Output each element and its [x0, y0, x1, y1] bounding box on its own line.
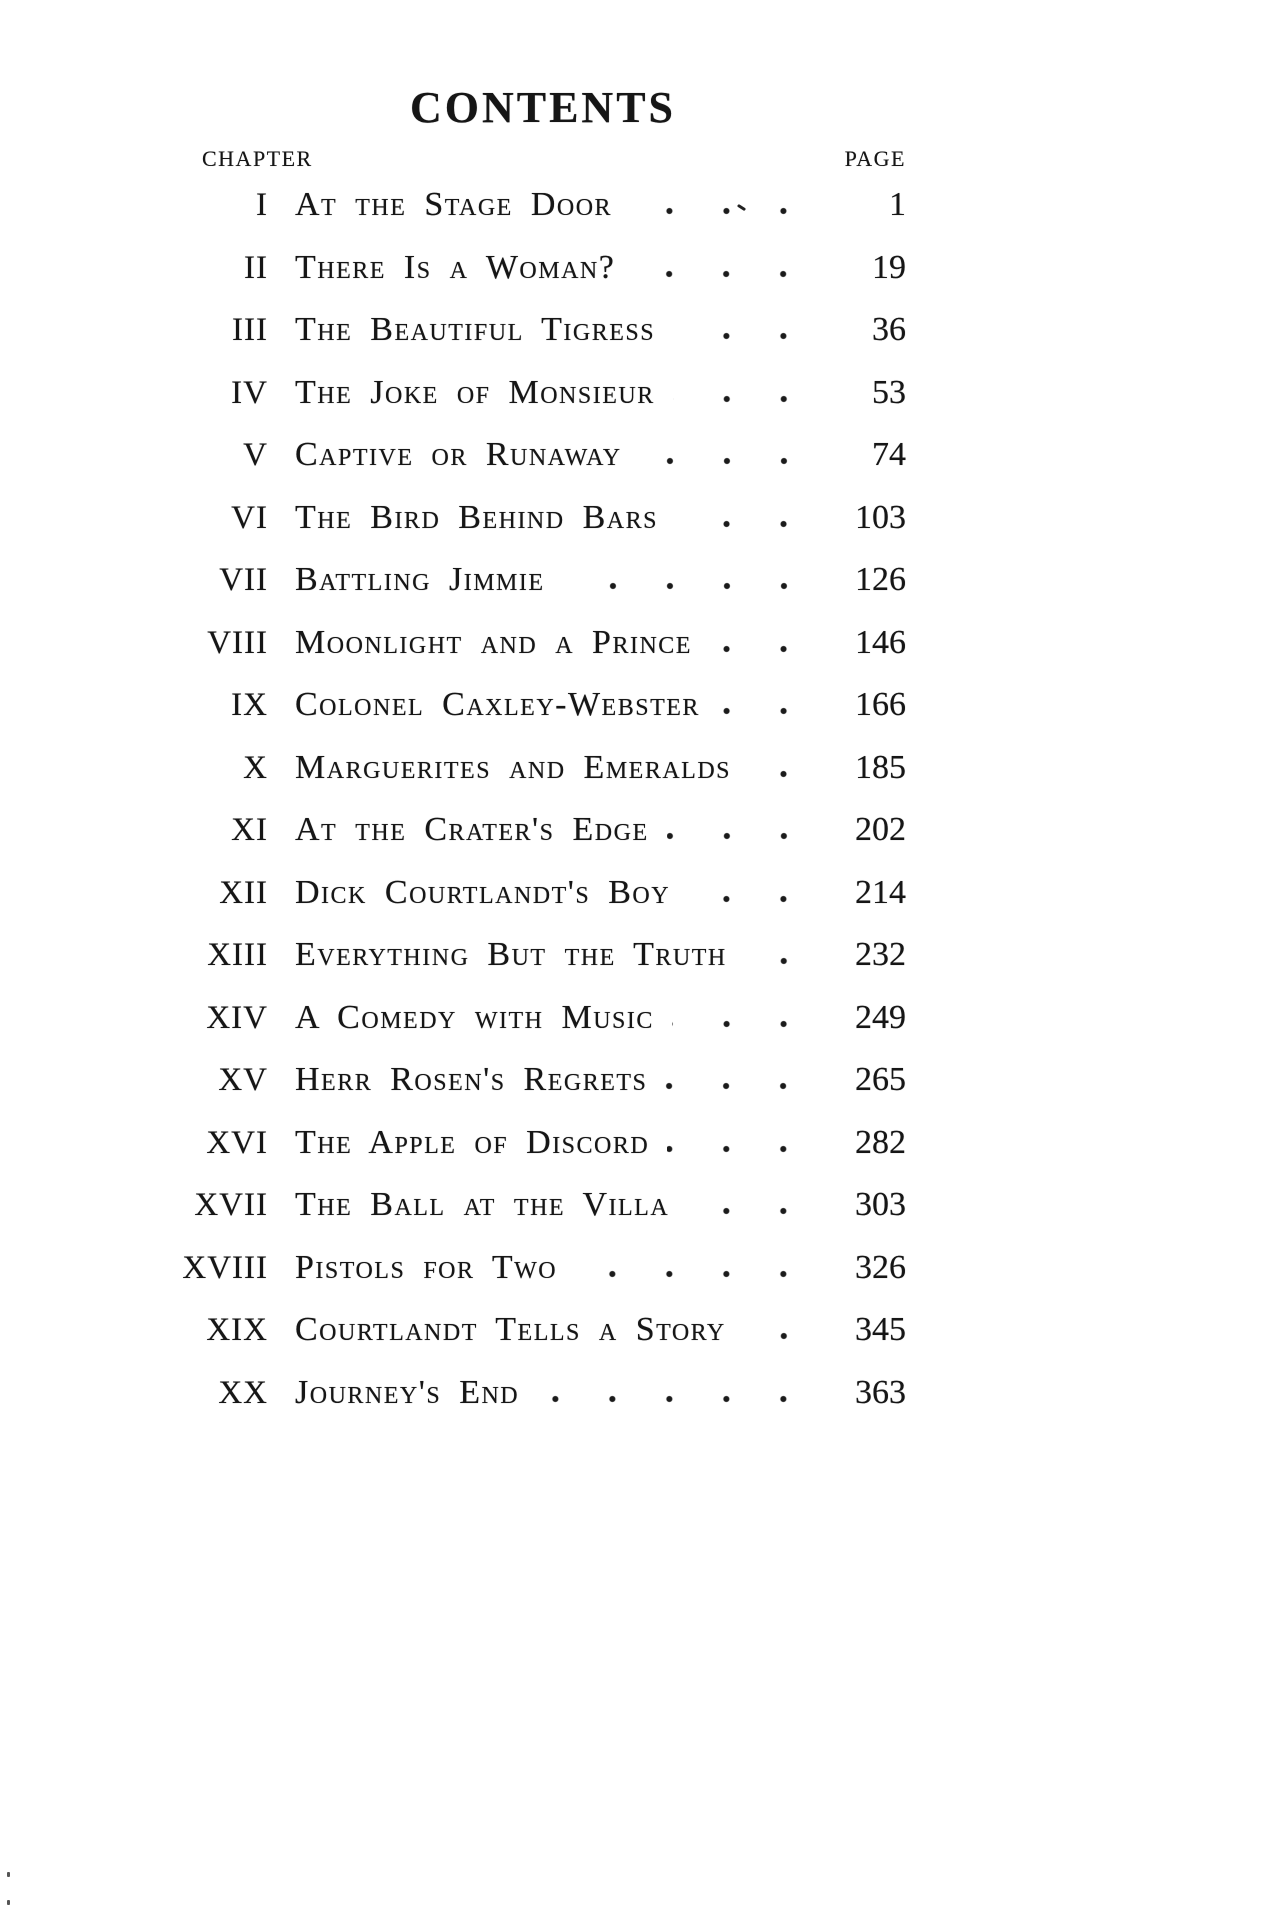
page-number: 214 [855, 873, 906, 911]
chapter-numeral: XII [219, 874, 268, 911]
page-number: 282 [855, 1123, 906, 1161]
chapter-title: Dick Courtlandt's Boy [295, 873, 671, 911]
toc-row [180, 174, 906, 237]
toc-row [180, 987, 906, 1050]
chapter-title: Everything But the Truth [295, 936, 727, 974]
chapter-title: Marguerites and Emeralds [295, 748, 732, 786]
page-number: 265 [855, 1061, 906, 1099]
chapter-numeral: XV [218, 1062, 268, 1099]
page-number: 166 [855, 686, 906, 724]
dot-leader [687, 1207, 812, 1215]
page-number: 53 [872, 373, 906, 411]
page-number: 202 [855, 811, 906, 849]
page-number: 232 [855, 936, 906, 974]
dot-leader [667, 1145, 812, 1153]
chapter-title: The Apple of Discord [295, 1123, 650, 1161]
page-title: CONTENTS [409, 83, 677, 132]
chapter-numeral: V [243, 437, 268, 474]
dot-leader [676, 520, 812, 528]
toc-row [180, 1112, 906, 1175]
chapter-numeral: XIV [206, 999, 268, 1036]
toc-row [180, 1362, 906, 1425]
toc-row [180, 924, 906, 987]
dot-leader [640, 457, 812, 465]
chapter-title: Battling Jimmie [295, 561, 545, 599]
page-number: 19 [872, 248, 906, 286]
toc-row [180, 1299, 906, 1362]
chapter-title: The Ball at the Villa [295, 1186, 670, 1224]
chapter-numeral: XIII [207, 937, 268, 974]
chapter-numeral: X [243, 749, 268, 786]
chapter-title: Journey's End [295, 1373, 520, 1411]
chapter-numeral: I [256, 187, 268, 224]
dot-leader [563, 582, 812, 590]
chapter-title: Moonlight and a Prince [295, 623, 692, 661]
chapter-numeral: XVII [194, 1187, 268, 1224]
toc-row [180, 1237, 906, 1300]
chapter-column-header: CHAPTER [202, 146, 313, 172]
toc-row [180, 612, 906, 675]
dot-leader [744, 1332, 812, 1340]
dot-leader [710, 645, 812, 653]
column-headers [180, 148, 906, 170]
page-number: 146 [855, 623, 906, 661]
toc-row [180, 674, 906, 737]
toc-row [180, 1174, 906, 1237]
toc-row [180, 862, 906, 925]
toc-row [180, 1049, 906, 1112]
dot-leader [665, 1082, 812, 1090]
dot-leader [673, 332, 812, 340]
page-number: 103 [855, 498, 906, 536]
chapter-numeral: XI [231, 812, 268, 849]
page-number: 363 [855, 1373, 906, 1411]
toc-row [180, 487, 906, 550]
chapter-numeral: II [244, 249, 268, 286]
page-number: 74 [872, 436, 906, 474]
chapter-numeral: VII [219, 562, 268, 599]
contents-block [180, 84, 906, 1424]
chapter-numeral: IX [231, 687, 268, 724]
page-number: 326 [855, 1248, 906, 1286]
page-number: 345 [855, 1311, 906, 1349]
dot-leader [718, 707, 812, 715]
toc-row [180, 299, 906, 362]
chapter-title: At the Crater's Edge [295, 811, 649, 849]
chapter-numeral: VIII [207, 624, 268, 661]
toc-row [180, 424, 906, 487]
dot-leader [749, 770, 812, 778]
chapter-title: At the Stage Door [295, 186, 613, 224]
toc-row [180, 737, 906, 800]
chapter-title: A Comedy with Music [295, 998, 654, 1036]
dot-leader [688, 895, 812, 903]
page-number: 1 [889, 186, 906, 224]
chapter-title: The Joke of Monsieur [295, 373, 655, 411]
chapter-title: Captive or Runaway [295, 436, 622, 474]
chapter-numeral: XX [218, 1374, 268, 1411]
chapter-numeral: XVIII [182, 1249, 268, 1286]
page-number: 126 [855, 561, 906, 599]
chapter-title: The Bird Behind Bars [295, 498, 658, 536]
toc-row [180, 362, 906, 425]
dot-leader [673, 395, 812, 403]
dot-leader [633, 270, 812, 278]
chapter-title: There Is a Woman? [295, 248, 616, 286]
dot-leader [537, 1395, 812, 1403]
dot-leader [672, 1020, 812, 1028]
page-column-header: PAGE [844, 146, 906, 172]
chapter-title: Pistols for Two [295, 1248, 558, 1286]
chapter-title: Colonel Caxley-Webster [295, 686, 700, 724]
chapter-title: The Beautiful Tigress [295, 311, 656, 349]
chapter-numeral: XIX [206, 1312, 268, 1349]
chapter-title: Courtlandt Tells a Story [295, 1311, 726, 1349]
chapter-numeral: VI [231, 499, 268, 536]
toc-row [180, 237, 906, 300]
chapter-title: Herr Rosen's Regrets [295, 1061, 648, 1099]
page-number: 249 [855, 998, 906, 1036]
dot-leader [745, 957, 812, 965]
chapter-numeral: XVI [206, 1124, 268, 1161]
dot-leader [575, 1270, 812, 1278]
page-number: 303 [855, 1186, 906, 1224]
page-number: 36 [872, 311, 906, 349]
dot-leader [667, 832, 812, 840]
toc-row [180, 549, 906, 612]
chapter-numeral: III [232, 312, 268, 349]
print-artifact [7, 1900, 10, 1905]
dot-leader [630, 207, 812, 215]
page-number: 185 [855, 748, 906, 786]
chapter-numeral: IV [231, 374, 268, 411]
toc-row [180, 799, 906, 862]
table-of-contents [180, 174, 906, 1424]
print-artifact [7, 1872, 10, 1877]
